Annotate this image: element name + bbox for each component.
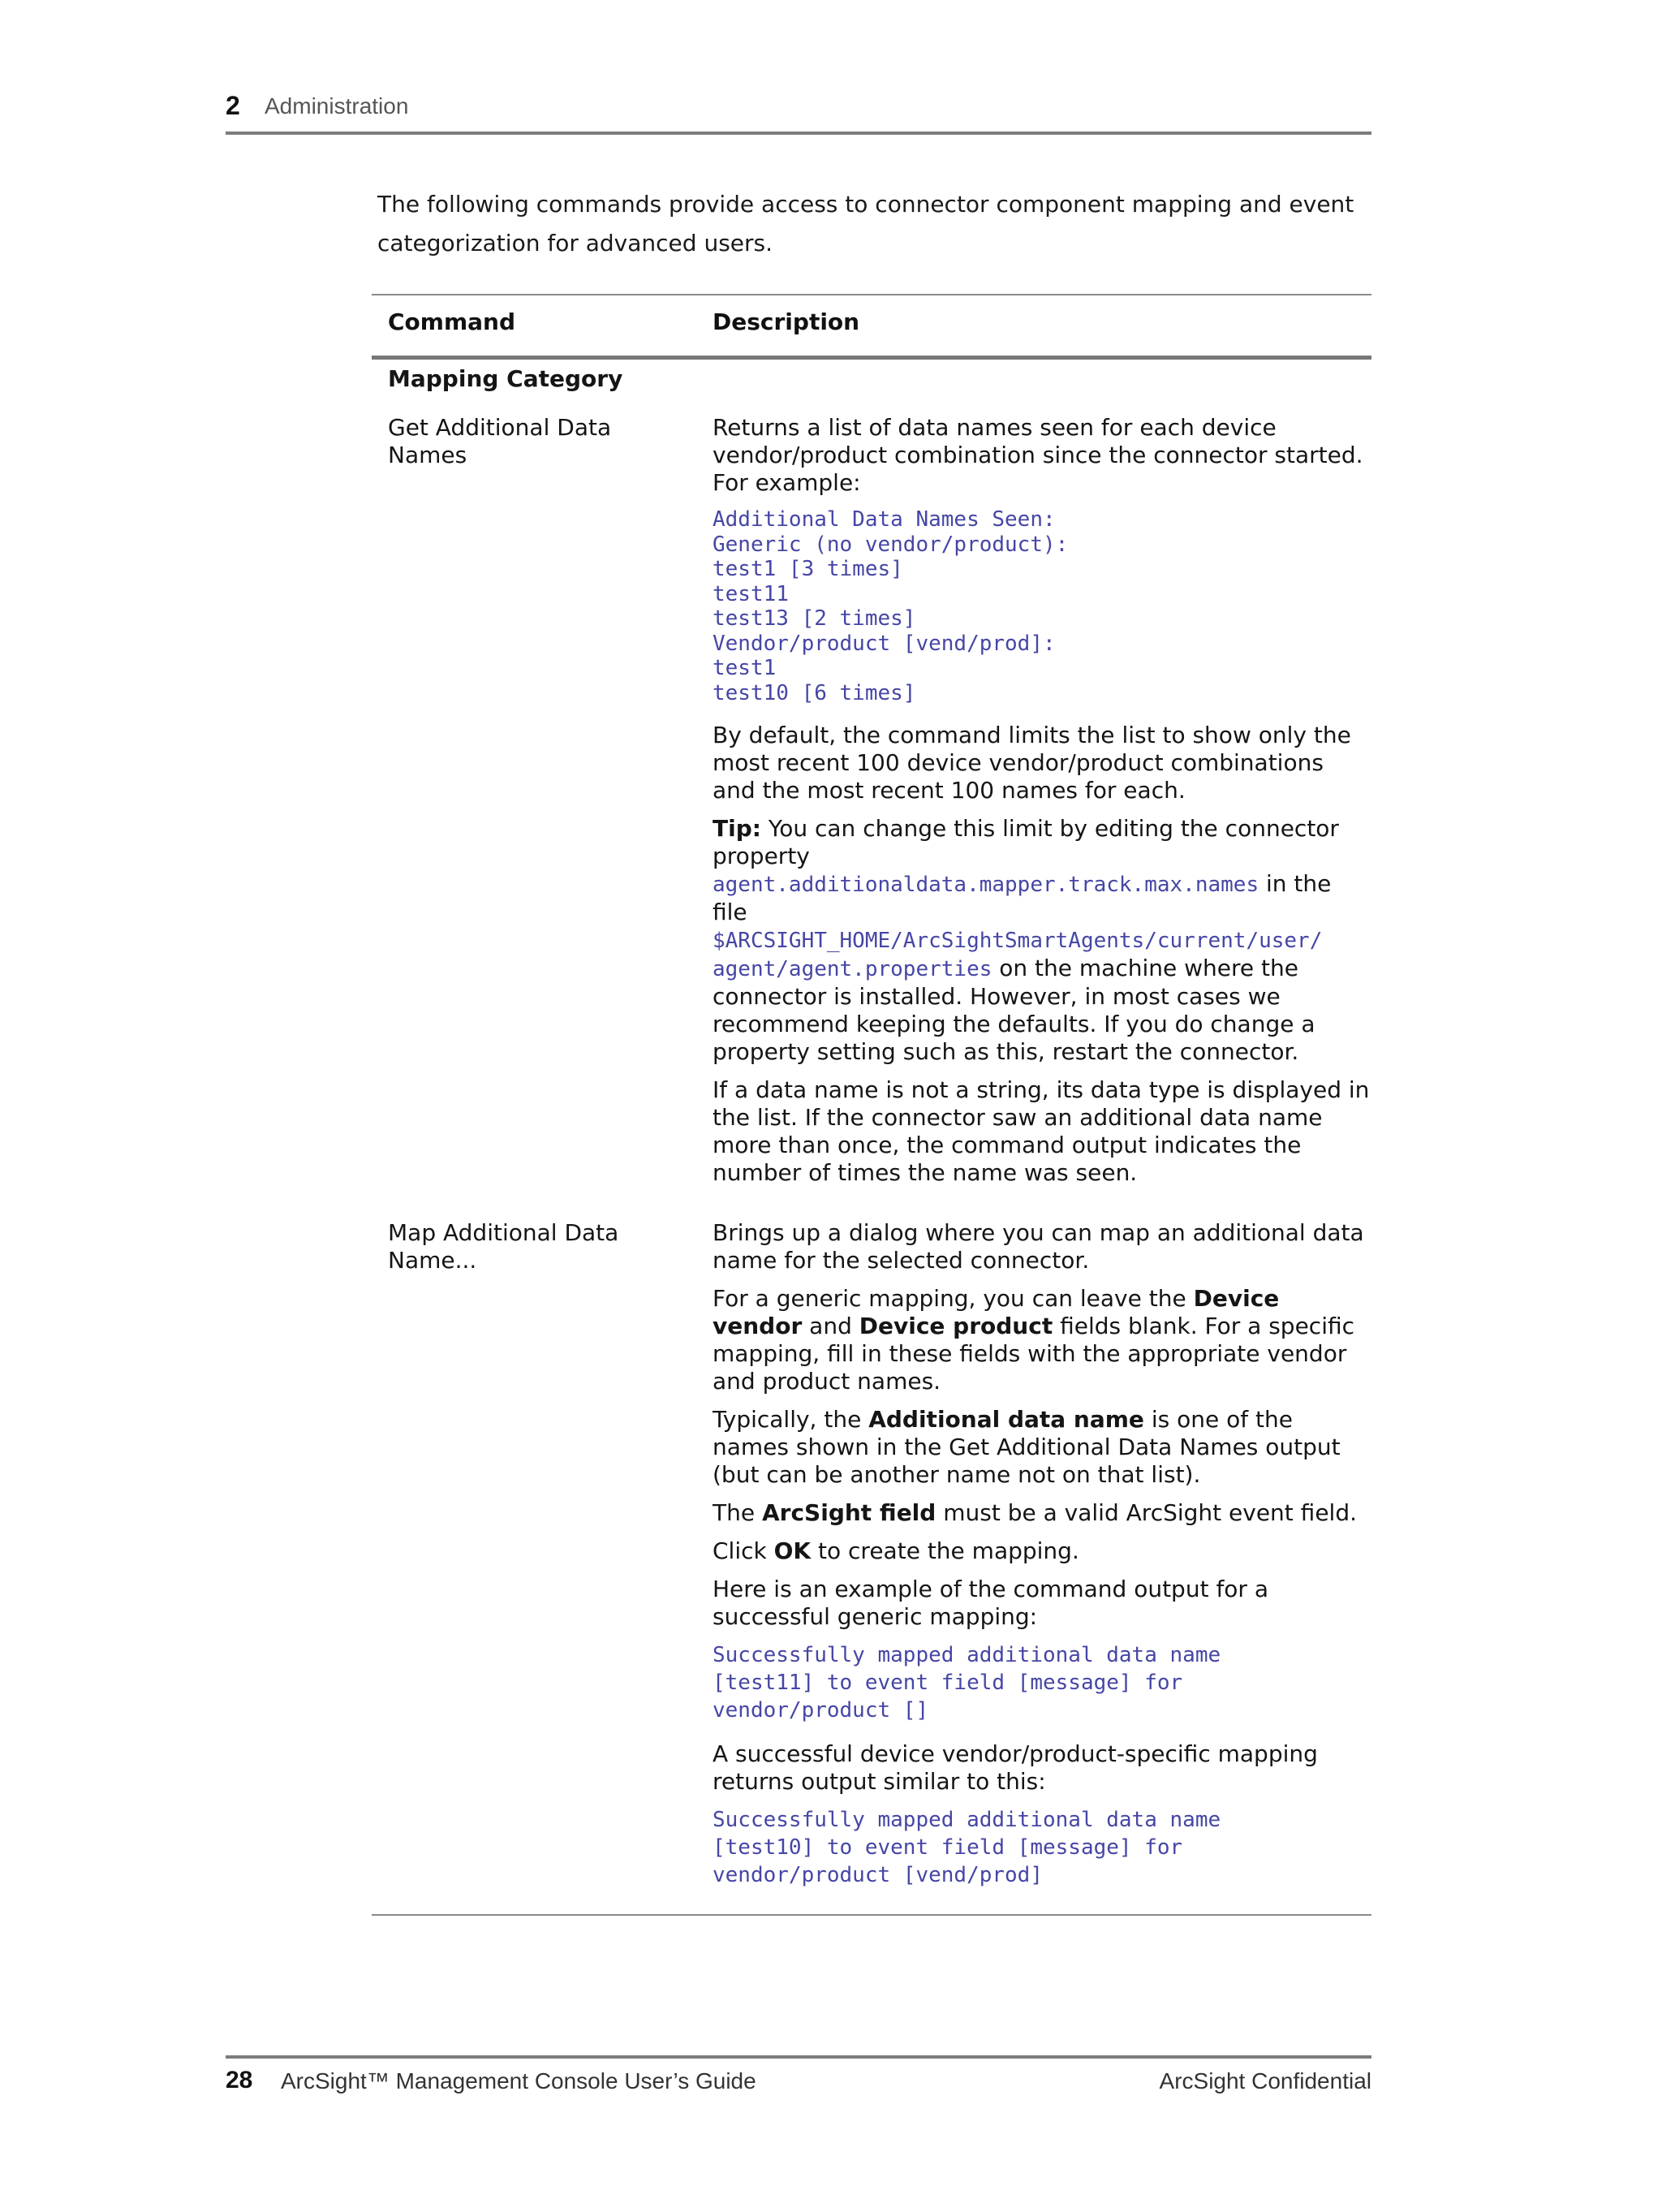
column-header-command: Command [388, 308, 516, 335]
tip-file-path-2: agent/agent.properties [713, 957, 992, 981]
row2-paragraph-6: Here is an example of the command output for a successful generic mapping: [713, 1576, 1269, 1630]
confidential-label: ArcSight Confidential [1159, 2068, 1371, 2093]
row1-paragraph-2: By default, the command limits the list to show only the most recent 100 device vendor/product combinations and the most recent 100 names for each. [713, 722, 1351, 804]
row2-p3-text-c: is one of the names shown in the Get Additional Data Names output (but can be another name not on that list). [713, 1406, 1341, 1488]
row2-p4-text-a: The [713, 1499, 762, 1526]
row2-p2-text-d: fields blank. For a specific mapping, fill in these fields with the appropriate vendor and product names. [713, 1313, 1354, 1395]
row1-paragraph-1: Returns a list of data names seen for each device vendor/product combination since the connector started. For example: [713, 414, 1363, 496]
row2-p2-text-c: and [802, 1313, 859, 1339]
row2-p4-text-c: must be a valid ArcSight event field. [936, 1499, 1357, 1526]
tip-file-path-1: $ARCSIGHT_HOME/ArcSightSmartAgents/current/user/ [713, 929, 1323, 953]
command-get-additional-data-names: Get Additional Data Names [388, 414, 612, 468]
row2-p5-text-a: Click [713, 1537, 774, 1564]
row2-paragraph-5 [713, 1537, 1370, 1565]
row1-paragraph-4: If a data name is not a string, its data type is displayed in the list. If the connector saw an additional data name more than once, the command output indicates the number of times the name was seen. [713, 1076, 1370, 1186]
chapter-title: Administration [265, 93, 409, 119]
row2-paragraph-2 [713, 1285, 1370, 1395]
page-footer [226, 2055, 1371, 2107]
field-device-vendor: Device vendor [713, 1285, 1280, 1339]
description-get-additional-data-names [713, 414, 1370, 1197]
category-row-mapping: Mapping Category [388, 365, 623, 392]
field-additional-data-name: Additional data name [868, 1406, 1144, 1433]
tip-text-3: on the machine where the connector is installed. However, in most cases we recommend keeping the defaults. If you do change a property setting such as this, restart the connector. [713, 955, 1315, 1065]
command-map-additional-data-name: Map Additional Data Name... [388, 1219, 619, 1274]
tip-property-name: agent.additionaldata.mapper.track.max.names [713, 873, 1259, 897]
row2-p2-text-a: For a generic mapping, you can leave the [713, 1285, 1194, 1312]
tip-text-1: You can change this limit by editing the connector property [713, 815, 1339, 869]
tip-text-2: in the file [713, 870, 1332, 925]
row2-specific-mapping-output: Successfully mapped additional data name [test10] to event field [message] for vendor/product [vend/prod] [713, 1808, 1221, 1887]
row2-paragraph-3 [713, 1406, 1370, 1489]
row2-generic-mapping-output: Successfully mapped additional data name [test11] to event field [message] for vendor/product [] [713, 1643, 1221, 1723]
row2-paragraph-7: A successful device vendor/product-specific mapping returns output similar to this: [713, 1740, 1318, 1795]
table-top-rule [372, 294, 1371, 295]
row2-p5-text-c: to create the mapping. [811, 1537, 1079, 1564]
page-number: 28 [226, 2067, 253, 2093]
page-header [226, 91, 1371, 135]
intro-paragraph: The following commands provide access to connector component mapping and event categorization for advanced users. [377, 191, 1354, 257]
row1-tip [713, 815, 1370, 1066]
field-arcsight-field: ArcSight field [761, 1499, 936, 1526]
row2-p3-text-a: Typically, the [713, 1406, 869, 1433]
field-device-product: Device product [859, 1313, 1053, 1339]
guide-title: ArcSight™ Management Console User’s Guide [281, 2068, 756, 2093]
row2-paragraph-1: Brings up a dialog where you can map an additional data name for the selected connector. [713, 1219, 1364, 1274]
row1-example-output: Additional Data Names Seen: Generic (no vendor/product): test1 [3 times] test11 test13 [2 times] Vendor/product [vend/prod]: test1 test10 [6 times] [713, 507, 1069, 705]
description-map-additional-data-name [713, 1219, 1370, 1905]
table-bottom-rule [372, 1914, 1371, 1916]
row2-paragraph-4 [713, 1499, 1370, 1527]
chapter-number: 2 [226, 91, 240, 120]
table-header-rule [372, 356, 1371, 360]
column-header-description: Description [713, 308, 860, 335]
tip-label: Tip: [713, 815, 761, 842]
ok-label: OK [773, 1537, 812, 1564]
